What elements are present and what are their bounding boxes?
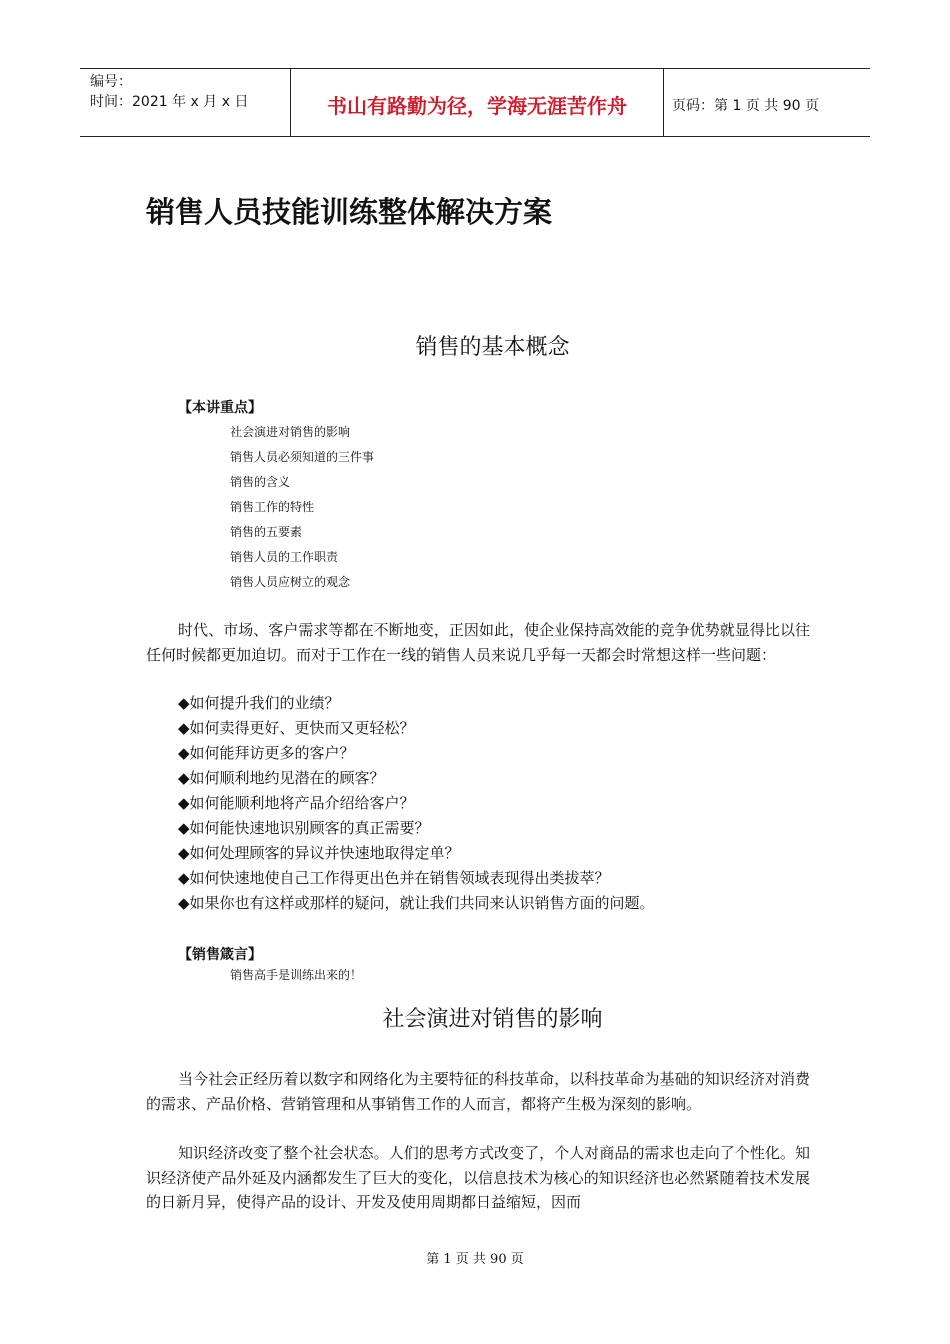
body-paragraph-1: 当今社会正经历着以数字和网络化为主要特征的科技革命，以科技革命为基础的知识经济对消费的需求、产品价格、营销管理和从事销售工作的人而言，都将产生极为深刻的影响。 xyxy=(146,1070,810,1113)
key-point-item: 销售工作的特性 xyxy=(230,500,315,514)
key-point-item: 销售人员的工作职责 xyxy=(230,550,339,564)
key-point-item: 销售人员应树立的观念 xyxy=(230,575,351,589)
header-meta xyxy=(80,69,291,136)
key-point-item: 销售的五要素 xyxy=(230,525,303,539)
document-title: 销售人员技能训练整体解决方案 xyxy=(146,195,553,229)
question-item: ◆如何快速地使自己工作得更出色并在销售领域表现得出类拔萃？ xyxy=(178,869,610,887)
question-list xyxy=(178,691,655,916)
sales-motto-label: 【销售箴言】 xyxy=(178,947,262,963)
key-points-list xyxy=(230,420,374,595)
question-item: ◆如何顺利地约见潜在的顾客？ xyxy=(178,769,385,787)
section-title-social-evolution: 社会演进对销售的影响 xyxy=(382,1007,603,1032)
key-points-label: 【本讲重点】 xyxy=(178,400,262,416)
page-header xyxy=(80,68,870,137)
question-item: ◆如何卖得更好、更快而又更轻松？ xyxy=(178,719,415,737)
question-item: ◆如何能快速地识别顾客的真正需要？ xyxy=(178,819,430,837)
question-item: ◆如何能拜访更多的客户？ xyxy=(178,744,355,762)
body-paragraph-2: 知识经济改变了整个社会状态。人们的思考方式改变了，个人对商品的需求也走向了个性化。知识经济使产品外延及内涵都发生了巨大的变化，以信息技术为核心的知识经济也必然紧随着技术发展的日新月异，使得产品的设计、开发及使用周期都日益缩短，因而 xyxy=(146,1144,810,1211)
question-item: ◆如何处理顾客的异议并快速地取得定单？ xyxy=(178,844,460,862)
page-footer: 第 1 页 共 90 页 xyxy=(426,1252,524,1267)
sales-motto-text: 销售高手是训练出来的！ xyxy=(230,968,363,982)
key-point-item: 销售人员必须知道的三件事 xyxy=(230,450,375,464)
question-item: ◆如果你也有这样或那样的疑问，就让我们共同来认识销售方面的问题。 xyxy=(178,894,655,912)
intro-paragraph: 时代、市场、客户需求等都在不断地变，正因如此，使企业保持高效能的竞争优势就显得比以往任何时候都更加迫切。而对于工作在一线的销售人员来说几乎每一天都会时常想这样一些问题： xyxy=(146,621,810,664)
serial-number-label: 编号： xyxy=(90,74,132,90)
key-point-item: 销售的含义 xyxy=(230,475,291,489)
question-item: ◆如何提升我们的业绩？ xyxy=(178,694,340,712)
question-item: ◆如何能顺利地将产品介绍给客户？ xyxy=(178,794,415,812)
date-label: 时间：2021 年 x 月 x 日 xyxy=(90,94,249,110)
section-title-basic-concepts: 销售的基本概念 xyxy=(415,335,570,360)
header-motto: 书山有路勤为径，学海无涯苦作舟 xyxy=(291,69,664,136)
key-point-item: 社会演进对销售的影响 xyxy=(230,425,351,439)
header-page-info: 页码：第 1 页 共 90 页 xyxy=(672,97,819,114)
